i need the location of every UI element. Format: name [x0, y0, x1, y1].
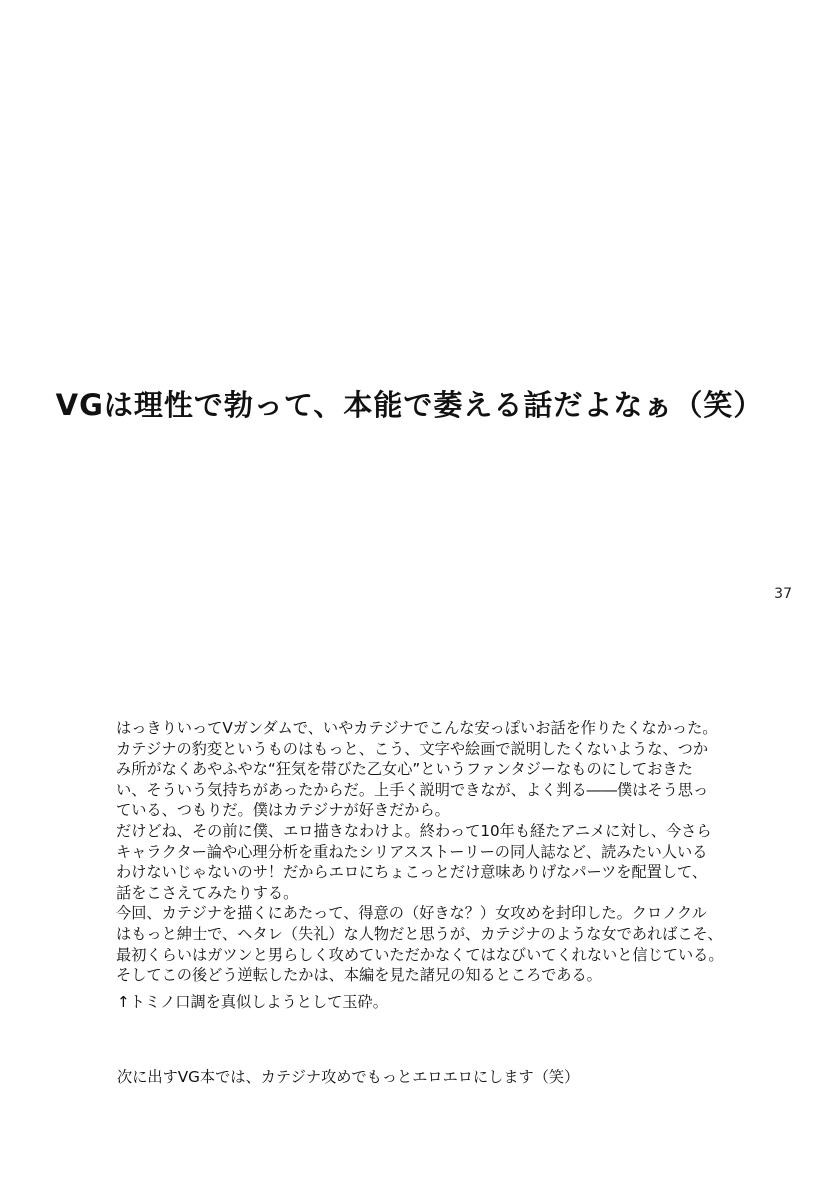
page-title: VGは理性で勃って、本能で萎える話だよなぁ（笑）: [55, 388, 764, 422]
body-line: そしてこの後どう逆転したかは、本編を見た諸兄の知るところである。: [116, 966, 602, 985]
page-number: 37: [774, 586, 792, 602]
body-line: だけどね、その前に僕、エロ描きなわけよ。終わって10年も経たアニメに対し、今さら: [116, 821, 712, 840]
body-line: カテジナの豹変というものはもっと、こう、文字や絵画で説明したくないような、つか: [116, 739, 709, 758]
aside-note: ↑トミノ口調を真似しようとして玉砕。: [117, 993, 388, 1011]
body-line: い、そういう気持ちがあったからだ。上手く説明できなが、よく判る――僕はそう思っ: [116, 780, 709, 799]
body-line: ている、つもりだ。僕はカテジナが好きだから。: [116, 801, 450, 820]
body-text: [116, 718, 736, 986]
footer-note: 次に出すVG本では、カテジナ攻めでもっとエロエロにします（笑）: [117, 1068, 580, 1086]
body-line: 話をこさえてみたりする。: [116, 883, 299, 902]
body-line: み所がなくあやふやな“狂気を帯びた乙女心”というファンタジーなものにしておきた: [116, 760, 693, 779]
body-line: はっきりいってVガンダムで、いやカテジナでこんな安っぽいお話を作りたくなかった。: [116, 719, 718, 737]
body-line: 今回、カテジナを描くにあたって、得意の（好きな？）女攻めを封印した。クロノクル: [116, 904, 707, 923]
body-line: わけないじゃないのサ！だからエロにちょこっとだけ意味ありげなパーツを配置して、: [116, 863, 708, 882]
body-line: はもっと紳士で、ヘタレ（失礼）な人物だと思うが、カテジナのような女であればこそ、: [116, 924, 723, 943]
body-line: キャラクター論や心理分析を重ねたシリアスストーリーの同人誌など、読みたい人いる: [116, 842, 708, 861]
body-line: 最初くらいはガツンと男らしく攻めていただかなくてはなびいてくれないと信じている。: [116, 945, 724, 964]
